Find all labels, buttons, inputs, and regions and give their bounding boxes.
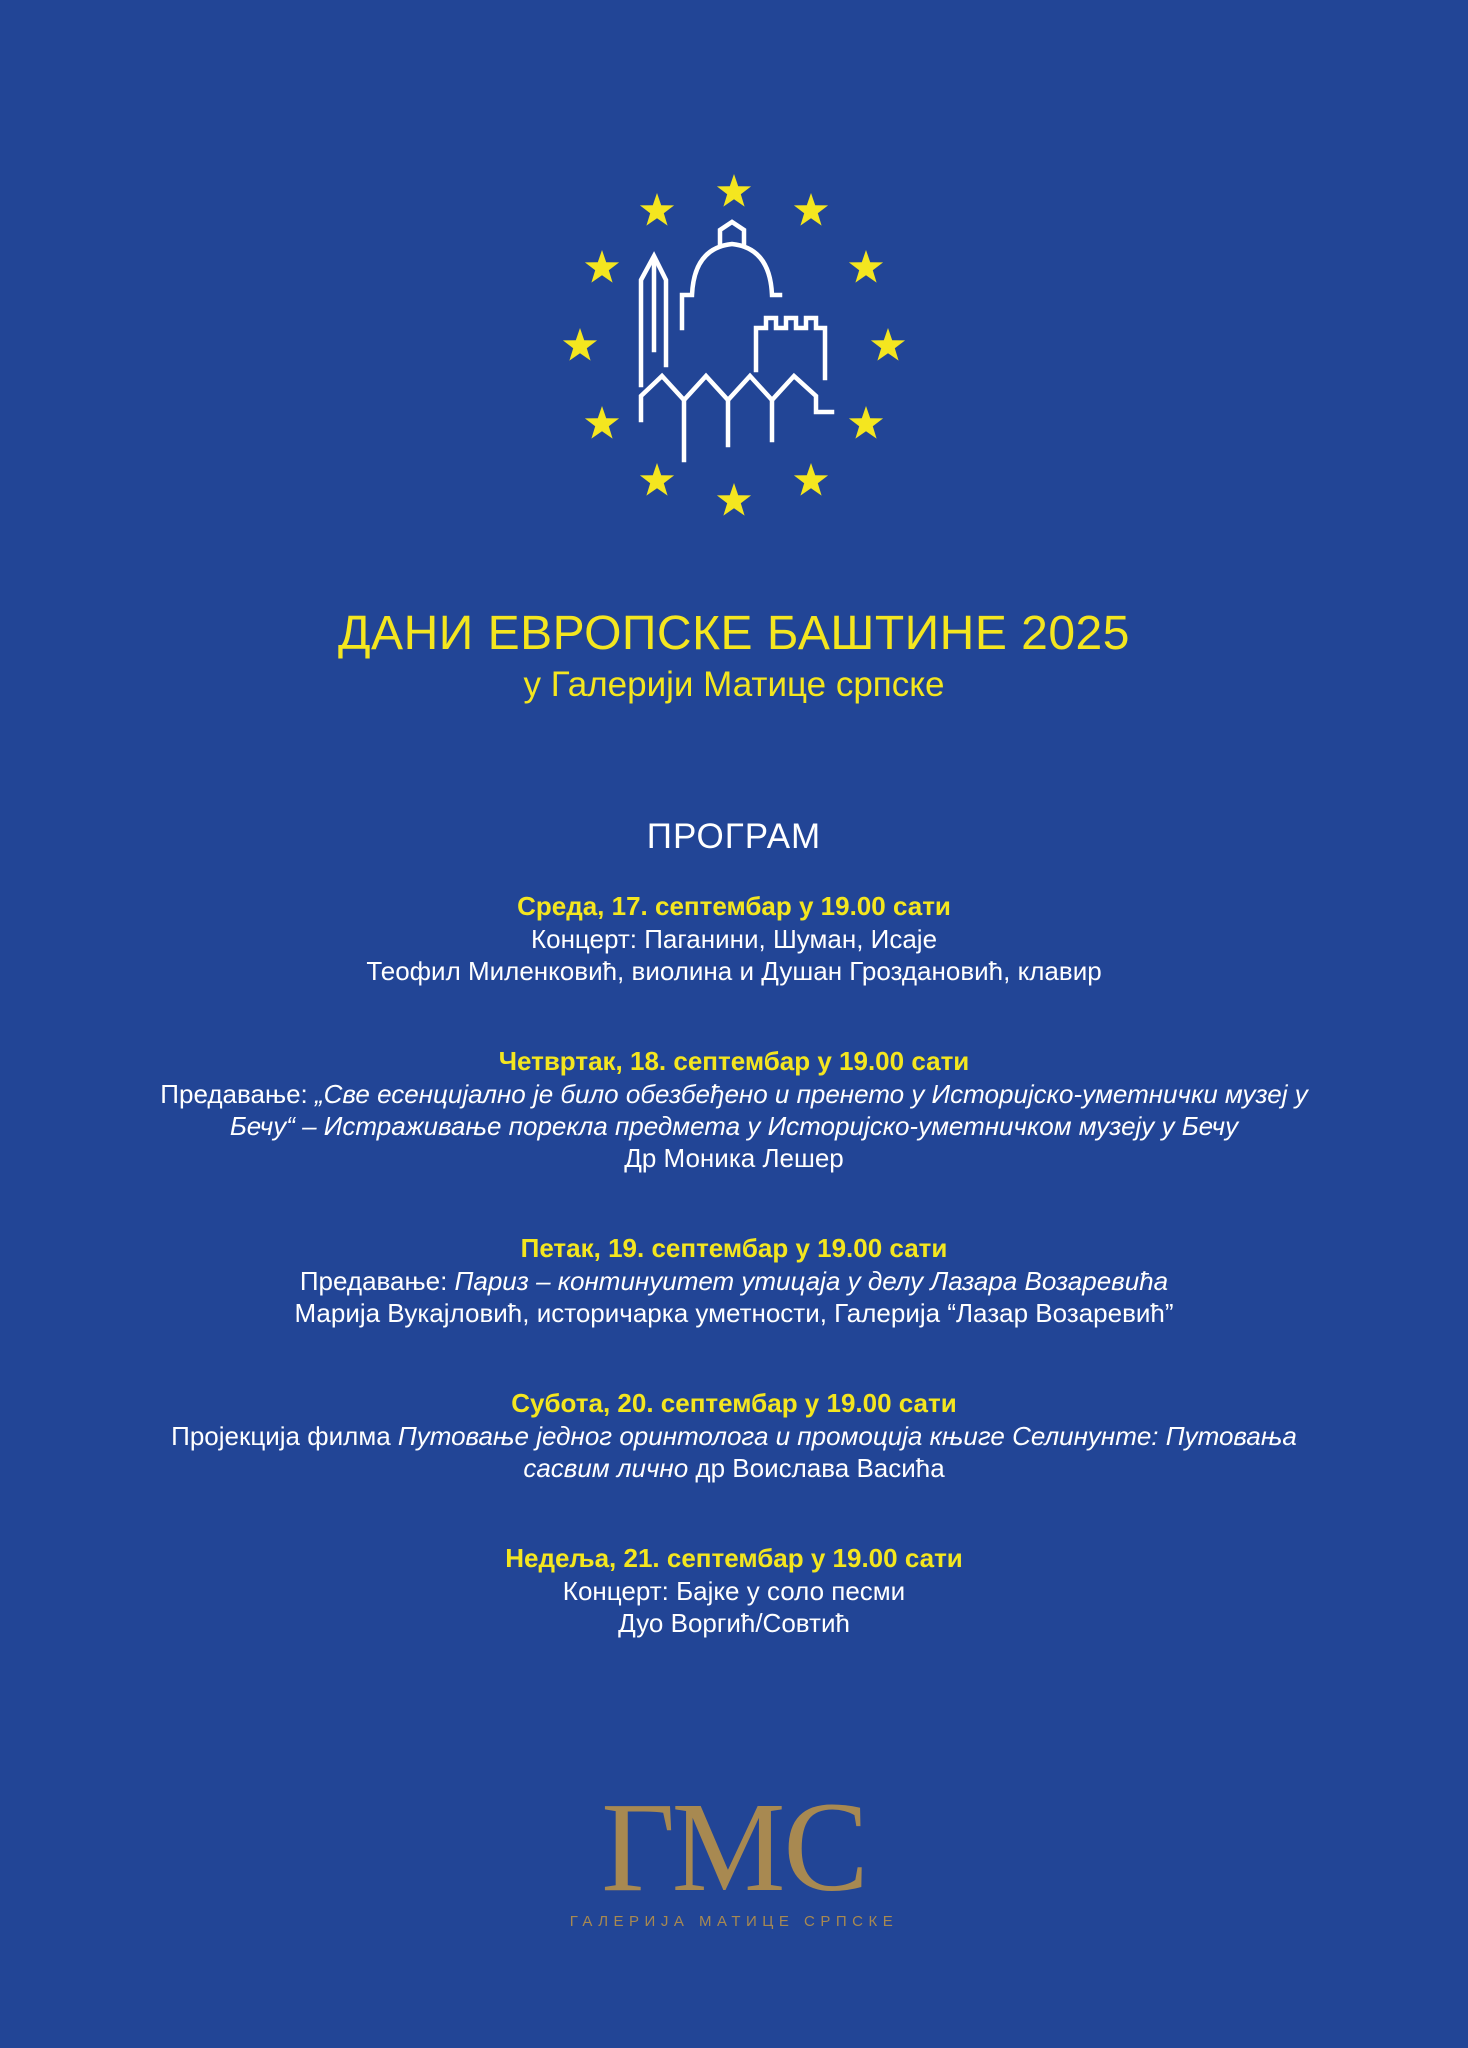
star-icon bbox=[640, 463, 674, 496]
event-title: Париз – континуитет утицаја у делу Лазара Возаревића bbox=[454, 1266, 1169, 1296]
event-date: Четвртак, 18. септембар у 19.00 сати bbox=[498, 1046, 970, 1076]
gallery-logo-caption: ГАЛЕРИЈА МАТИЦЕ СРПСКЕ bbox=[569, 1913, 899, 1930]
event-description bbox=[60, 1265, 1408, 1297]
event-performers: Дуо Воргић/Совтић bbox=[618, 1608, 850, 1638]
event-description bbox=[60, 1420, 1408, 1452]
event-speaker: Марија Вукајловић, историчарка уметности, Галерија “Лазар Возаревић” bbox=[294, 1298, 1174, 1328]
buildings-icon bbox=[641, 222, 832, 460]
event-date: Петак, 19. септембар у 19.00 сати bbox=[520, 1233, 948, 1263]
event-type: Предавање: bbox=[299, 1266, 455, 1296]
event-type: Предавање: bbox=[160, 1079, 315, 1109]
star-icon bbox=[849, 250, 883, 283]
star-icon bbox=[640, 193, 674, 226]
event-speaker: др Воислава Васића bbox=[688, 1453, 945, 1483]
event-title: Путовање једног оринтолога и промоција књиге Селинунте: Путовања bbox=[397, 1421, 1297, 1451]
star-icon bbox=[849, 406, 883, 439]
event-item bbox=[60, 1542, 1408, 1639]
event-date: Недеља, 21. септембар у 19.00 сати bbox=[505, 1543, 963, 1573]
event-date: Субота, 20. септембар у 19.00 сати bbox=[511, 1388, 957, 1418]
event-list bbox=[60, 890, 1408, 1697]
event-description-continued bbox=[60, 1452, 1408, 1484]
event-title-continued: Бечу“ – Истраживање порекла предмета у Историјско-уметничком музеју у Бечу bbox=[229, 1111, 1239, 1141]
star-icon bbox=[794, 193, 828, 226]
star-icon bbox=[585, 406, 619, 439]
program-heading: ПРОГРАМ bbox=[646, 817, 822, 856]
event-title: „Све есенцијално је било обезбеђено и пренето у Историјско-уметнички музеј у bbox=[314, 1079, 1308, 1109]
event-type: Пројекција филма bbox=[171, 1421, 398, 1451]
star-icon bbox=[871, 328, 905, 361]
star-icon bbox=[563, 328, 597, 361]
event-description-continued bbox=[60, 1110, 1408, 1142]
event-item bbox=[60, 890, 1408, 987]
gallery-logo bbox=[0, 1776, 1468, 1930]
page-subtitle: у Галерији Матице српске bbox=[523, 665, 945, 704]
star-icon bbox=[585, 250, 619, 283]
event-description: Концерт: Паганини, Шуман, Исаје bbox=[530, 924, 938, 954]
event-date: Среда, 17. септембар у 19.00 сати bbox=[517, 891, 951, 921]
event-description: Концерт: Бајке у соло песми bbox=[562, 1576, 906, 1606]
event-title-continued: сасвим лично bbox=[523, 1453, 689, 1483]
gallery-logo-letters: ГМС bbox=[601, 1776, 867, 1918]
event-performers: Теофил Миленковић, виолина и Душан Гроздановић, клавир bbox=[366, 956, 1102, 986]
event-item bbox=[60, 1387, 1408, 1484]
star-icon bbox=[717, 483, 751, 516]
european-heritage-days-logo bbox=[544, 160, 924, 530]
event-speaker: Др Моника Лешер bbox=[624, 1143, 844, 1173]
event-item bbox=[60, 1045, 1408, 1174]
title-block bbox=[0, 605, 1468, 707]
event-item bbox=[60, 1232, 1408, 1329]
event-description bbox=[60, 1078, 1408, 1110]
page-title: ДАНИ ЕВРОПСКЕ БАШТИНЕ 2025 bbox=[338, 607, 1130, 660]
star-icon bbox=[717, 174, 751, 207]
star-icon bbox=[794, 463, 828, 496]
